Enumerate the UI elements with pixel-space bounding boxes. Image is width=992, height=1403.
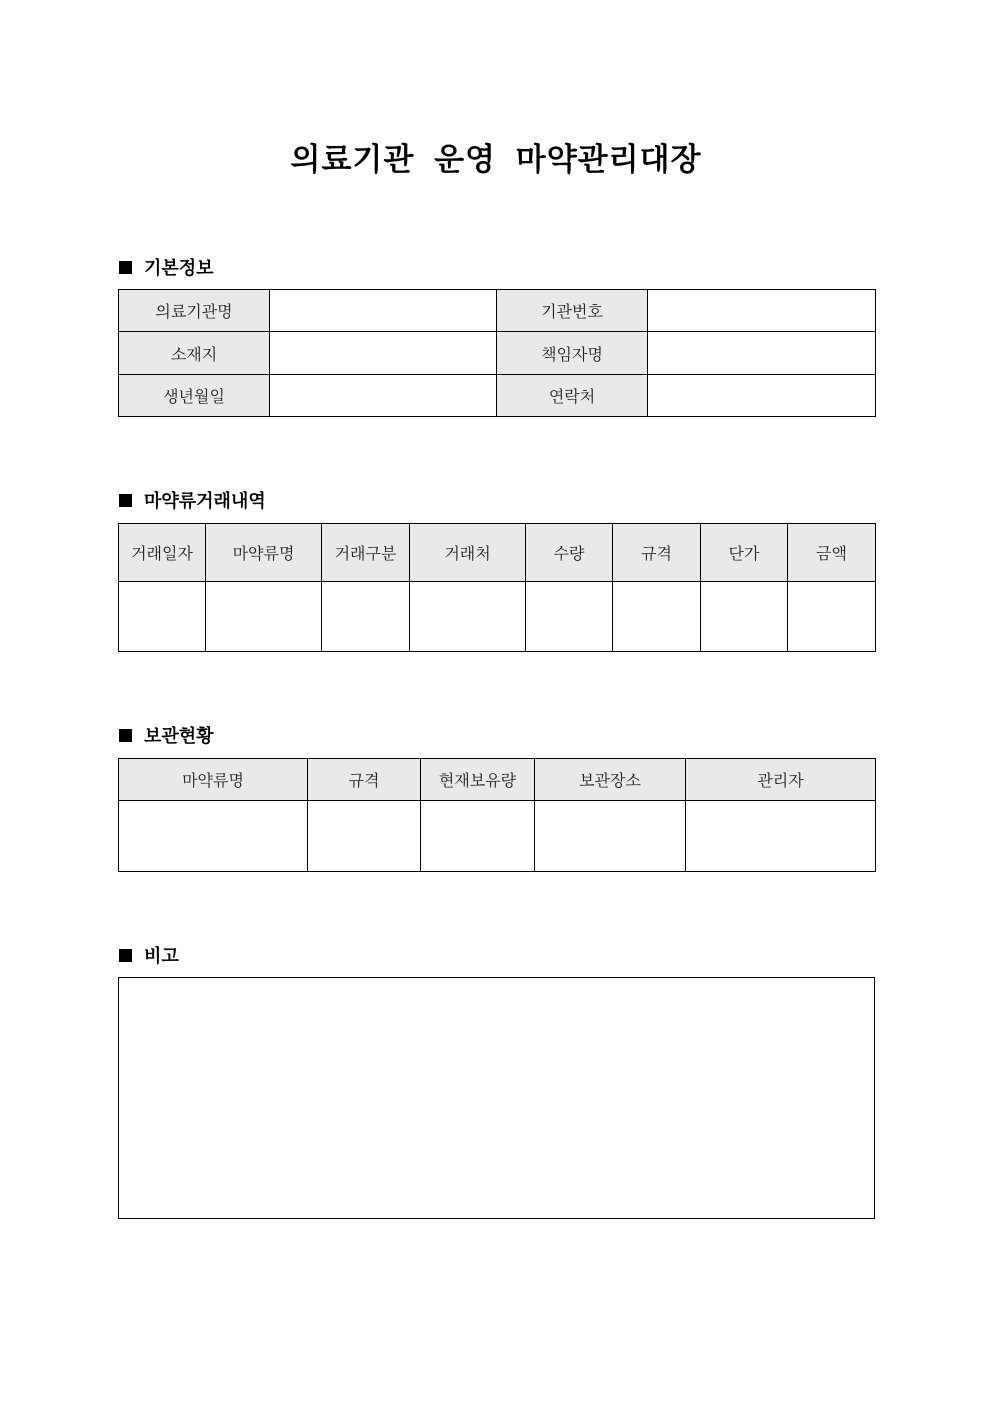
counterparty-cell[interactable] [410, 582, 526, 652]
square-bullet-icon [119, 494, 132, 507]
location-field[interactable] [270, 332, 497, 375]
table-header-row [119, 524, 876, 582]
column-header-counterparty: 거래처 [410, 524, 526, 582]
basic-info-table [118, 289, 876, 417]
column-header-drug-name: 마약류명 [206, 524, 322, 582]
label-contact: 연락처 [497, 375, 648, 417]
section-title: 비고 [144, 946, 179, 967]
section-heading-remarks [119, 942, 179, 968]
unit-price-cell[interactable] [701, 582, 788, 652]
label-birth-date: 생년월일 [119, 375, 270, 417]
institution-name-field[interactable] [270, 290, 497, 332]
column-header-amount: 금액 [788, 524, 876, 582]
table-header-row [119, 759, 876, 801]
section-heading-storage [119, 722, 214, 748]
column-header-drug-name: 마약류명 [119, 759, 308, 801]
drug-name-cell[interactable] [119, 801, 308, 872]
column-header-current-stock: 현재보유량 [421, 759, 535, 801]
storage-location-cell[interactable] [535, 801, 686, 872]
column-header-specification: 규격 [308, 759, 421, 801]
quantity-cell[interactable] [526, 582, 613, 652]
specification-cell[interactable] [613, 582, 701, 652]
current-stock-cell[interactable] [421, 801, 535, 872]
column-header-transaction-type: 거래구분 [322, 524, 410, 582]
table-row [119, 801, 876, 872]
table-row [119, 375, 876, 417]
custodian-cell[interactable] [686, 801, 876, 872]
specification-cell[interactable] [308, 801, 421, 872]
storage-table [118, 758, 876, 872]
column-header-specification: 규격 [613, 524, 701, 582]
birth-date-field[interactable] [270, 375, 497, 417]
column-header-quantity: 수량 [526, 524, 613, 582]
square-bullet-icon [119, 261, 132, 274]
amount-cell[interactable] [788, 582, 876, 652]
column-header-storage-location: 보관장소 [535, 759, 686, 801]
document-title: 의료기관 운영 마약관리대장 [290, 142, 702, 178]
label-manager-name: 책임자명 [497, 332, 648, 375]
table-row [119, 582, 876, 652]
label-institution-number: 기관번호 [497, 290, 648, 332]
table-row [119, 290, 876, 332]
manager-name-field[interactable] [648, 332, 876, 375]
section-heading-transactions [119, 487, 266, 513]
section-heading-basic-info [119, 254, 214, 280]
drug-name-cell[interactable] [206, 582, 322, 652]
section-title: 마약류거래내역 [144, 491, 266, 512]
transaction-type-cell[interactable] [322, 582, 410, 652]
institution-number-field[interactable] [648, 290, 876, 332]
label-location: 소재지 [119, 332, 270, 375]
contact-field[interactable] [648, 375, 876, 417]
column-header-custodian: 관리자 [686, 759, 876, 801]
column-header-transaction-date: 거래일자 [119, 524, 206, 582]
transaction-date-cell[interactable] [119, 582, 206, 652]
square-bullet-icon [119, 949, 132, 962]
table-row [119, 332, 876, 375]
label-institution-name: 의료기관명 [119, 290, 270, 332]
section-title: 기본정보 [144, 258, 214, 279]
section-title: 보관현황 [144, 726, 214, 747]
remarks-box[interactable] [118, 977, 875, 1219]
column-header-unit-price: 단가 [701, 524, 788, 582]
transactions-table [118, 523, 876, 652]
square-bullet-icon [119, 729, 132, 742]
